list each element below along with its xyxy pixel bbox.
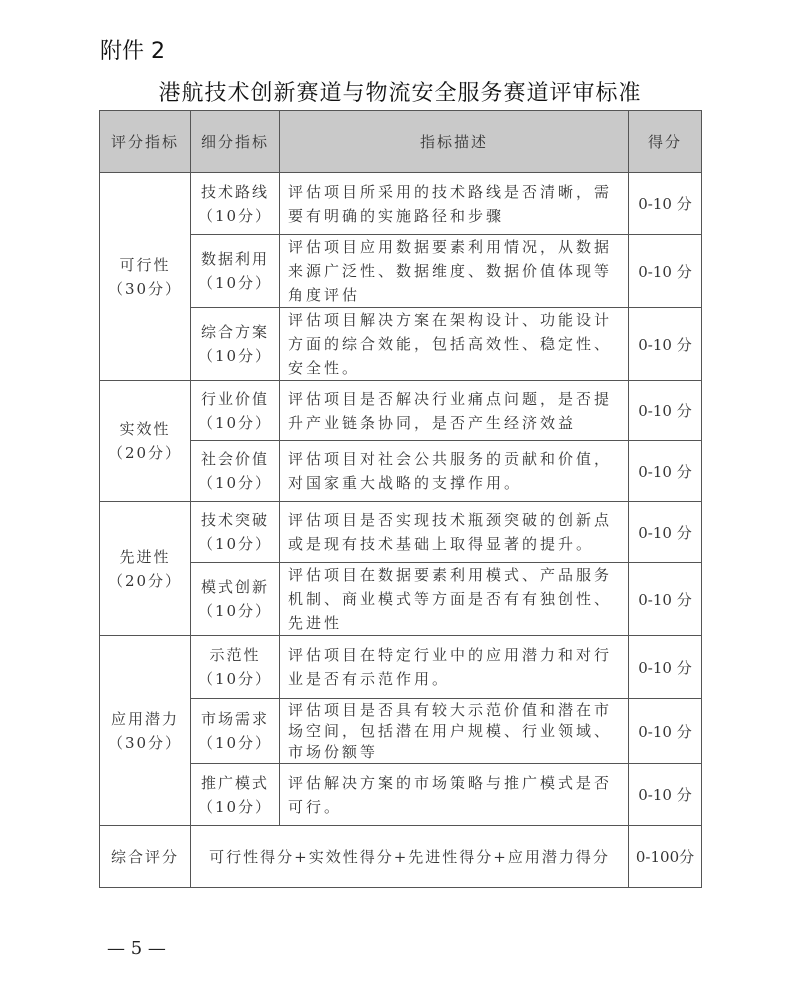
table-row xyxy=(100,308,702,381)
sub-criteria-cell xyxy=(191,173,280,235)
header-main-criteria: 评分指标 xyxy=(100,111,191,173)
table-row xyxy=(100,764,702,826)
score-cell: 0-10 分 xyxy=(629,441,702,502)
sub-criteria-points: （10分） xyxy=(197,734,273,752)
table-row xyxy=(100,563,702,636)
sub-criteria-name: 社会价值 xyxy=(200,450,269,468)
table-header-row xyxy=(100,111,702,173)
description-cell: 评估解决方案的市场策略与推广模式是否可行。 xyxy=(280,764,629,826)
sub-criteria-cell xyxy=(191,563,280,636)
sub-criteria-name: 技术突破 xyxy=(200,511,269,529)
score-cell: 0-10 分 xyxy=(629,764,702,826)
score-cell: 0-10 分 xyxy=(629,502,702,563)
table-row xyxy=(100,636,702,699)
main-criteria-cell xyxy=(100,502,191,636)
sub-criteria-points: （10分） xyxy=(197,535,273,553)
sub-criteria-points: （10分） xyxy=(197,474,273,492)
score-cell: 0-10 分 xyxy=(629,381,702,441)
description-cell: 评估项目在特定行业中的应用潜力和对行业是否有示范作用。 xyxy=(280,636,629,699)
table-row xyxy=(100,699,702,764)
table-row xyxy=(100,381,702,441)
sub-criteria-cell xyxy=(191,502,280,563)
sub-criteria-cell xyxy=(191,381,280,441)
sub-criteria-points: （10分） xyxy=(197,274,273,292)
document-title: 港航技术创新赛道与物流安全服务赛道评审标准 xyxy=(158,81,642,106)
main-criteria-points: （30分） xyxy=(107,733,183,752)
summary-formula: 可行性得分+实效性得分+先进性得分+应用潜力得分 xyxy=(191,826,629,888)
page-number: — 5 — xyxy=(107,938,166,959)
sub-criteria-cell xyxy=(191,235,280,308)
sub-criteria-name: 技术路线 xyxy=(200,182,269,201)
table-row xyxy=(100,173,702,235)
description-cell: 评估项目在数据要素利用模式、产品服务机制、商业模式等方面是否有有独创性、先进性 xyxy=(280,563,629,636)
table-row xyxy=(100,235,702,308)
main-criteria-name: 可行性 xyxy=(119,255,171,274)
sub-criteria-name: 推广模式 xyxy=(200,773,269,792)
main-criteria-points: （20分） xyxy=(107,571,183,590)
main-criteria-points: （20分） xyxy=(107,444,183,462)
main-criteria-cell xyxy=(100,636,191,826)
score-cell: 0-10 分 xyxy=(629,699,702,764)
summary-row xyxy=(100,826,702,888)
description-cell: 评估项目解决方案在架构设计、功能设计方面的综合效能，包括高效性、稳定性、安全性。 xyxy=(280,308,629,381)
main-criteria-cell xyxy=(100,381,191,502)
sub-criteria-name: 行业价值 xyxy=(200,389,269,408)
sub-criteria-points: （10分） xyxy=(197,413,273,432)
score-cell: 0-10 分 xyxy=(629,308,702,381)
main-criteria-cell xyxy=(100,173,191,381)
description-cell: 评估项目是否具有较大示范价值和潜在市场空间，包括潜在用户规模、行业领域、市场份额等 xyxy=(280,699,629,764)
sub-criteria-cell xyxy=(191,636,280,699)
header-score: 得分 xyxy=(629,111,702,173)
sub-criteria-name: 示范性 xyxy=(209,646,261,664)
sub-criteria-points: （10分） xyxy=(197,347,273,365)
sub-criteria-points: （10分） xyxy=(197,602,273,620)
score-cell: 0-10 分 xyxy=(629,563,702,636)
sub-criteria-name: 综合方案 xyxy=(200,323,269,341)
main-criteria-name: 应用潜力 xyxy=(110,709,179,728)
main-criteria-name: 实效性 xyxy=(119,420,171,438)
sub-criteria-cell xyxy=(191,308,280,381)
summary-label: 综合评分 xyxy=(100,826,191,888)
main-criteria-points: （30分） xyxy=(107,279,183,298)
sub-criteria-points: （10分） xyxy=(197,797,273,816)
sub-criteria-name: 数据利用 xyxy=(200,250,269,268)
sub-criteria-cell xyxy=(191,699,280,764)
sub-criteria-points: （10分） xyxy=(197,206,273,225)
description-cell: 评估项目是否解决行业痛点问题，是否提升产业链条协同，是否产生经济效益 xyxy=(280,381,629,441)
description-cell: 评估项目应用数据要素利用情况，从数据来源广泛性、数据维度、数据价值体现等角度评估 xyxy=(280,235,629,308)
summary-score: 0-100分 xyxy=(629,826,702,888)
table-row xyxy=(100,441,702,502)
score-cell: 0-10 分 xyxy=(629,636,702,699)
sub-criteria-name: 市场需求 xyxy=(200,710,269,728)
score-cell: 0-10 分 xyxy=(629,235,702,308)
header-description: 指标描述 xyxy=(280,111,629,173)
table-row xyxy=(100,502,702,563)
description-cell: 评估项目对社会公共服务的贡献和价值，对国家重大战略的支撑作用。 xyxy=(280,441,629,502)
sub-criteria-name: 模式创新 xyxy=(200,578,269,596)
scoring-criteria-table xyxy=(99,110,702,888)
description-cell: 评估项目所采用的技术路线是否清晰，需要有明确的实施路径和步骤 xyxy=(280,173,629,235)
header-sub-criteria: 细分指标 xyxy=(191,111,280,173)
sub-criteria-cell xyxy=(191,764,280,826)
sub-criteria-points: （10分） xyxy=(197,670,273,688)
score-cell: 0-10 分 xyxy=(629,173,702,235)
attachment-label: 附件 2 xyxy=(100,39,165,64)
description-cell: 评估项目是否实现技术瓶颈突破的创新点或是现有技术基础上取得显著的提升。 xyxy=(280,502,629,563)
main-criteria-name: 先进性 xyxy=(119,547,171,566)
sub-criteria-cell xyxy=(191,441,280,502)
